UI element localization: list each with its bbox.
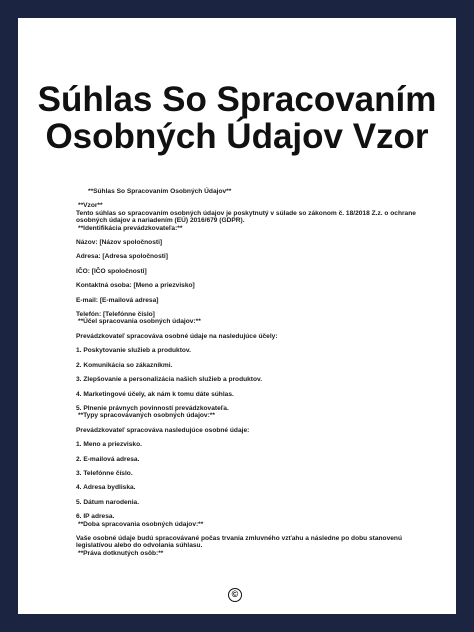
section-heading-data-types: **Typy spracovávaných osobných údajov:** — [78, 412, 215, 420]
title-line-1: Súhlas So Spracovaním — [37, 80, 437, 119]
list-item: 1. Meno a priezvisko. — [76, 441, 142, 449]
doc-heading: **Súhlas So Spracovaním Osobných Údajov** — [88, 188, 232, 195]
field-phone: Telefón: [Telefónne číslo] — [76, 311, 155, 319]
document-body — [76, 188, 426, 557]
field-contact: Kontaktná osoba: [Meno a priezvisko] — [76, 282, 195, 290]
list-item: 1. Poskytovanie služieb a produktov. — [76, 347, 191, 355]
section-heading-purpose: **Účel spracovania osobných údajov:** — [78, 318, 201, 326]
section-heading-identification: **Identifikácia prevádzkovateľa:** — [78, 224, 183, 232]
doc-subheading: **Vzor** — [78, 202, 103, 210]
data-types-intro: Prevádzkovateľ spracováva nasledujúce osobné údaje: — [76, 426, 250, 434]
list-item: 3. Zlepšovanie a personalizácia našich služieb a produktov. — [76, 376, 263, 384]
section-heading-duration: **Doba spracovania osobných údajov:** — [78, 520, 204, 528]
field-address: Adresa: [Adresa spoločnosti] — [76, 253, 168, 261]
list-item: 5. Dátum narodenia. — [76, 498, 140, 506]
page-title — [18, 81, 456, 155]
list-item: 3. Telefónne číslo. — [76, 469, 133, 477]
list-item: 5. Plnenie právnych povinností prevádzkovateľa. — [76, 404, 229, 412]
field-email: E-mail: [E-mailová adresa] — [76, 296, 159, 304]
purpose-intro: Prevádzkovateľ spracováva osobné údaje na nasledujúce účely: — [76, 332, 278, 340]
list-item: 4. Adresa bydliska. — [76, 484, 136, 492]
list-item: 2. Komunikácia so zákazníkmi. — [76, 361, 173, 369]
intro-paragraph: Tento súhlas so spracovaním osobných údajov je poskytnutý v súlade so zákonom č. 18/2018 Z.z. o ochrane osobných údajov a nariadením (EÚ) 2016/679 (GDPR). — [76, 209, 418, 225]
title-line-2: Osobných Údajov Vzor — [45, 117, 429, 156]
section-heading-rights: **Práva dotknutých osôb:** — [78, 549, 164, 557]
list-item: 2. E-mailová adresa. — [76, 455, 140, 463]
field-name: Názov: [Názov spoločnosti] — [76, 239, 163, 247]
list-item: 4. Marketingové účely, ak nám k tomu dáte súhlas. — [76, 390, 234, 398]
copyright-icon: © — [228, 588, 242, 602]
field-ico: IČO: [IČO spoločnosti] — [76, 267, 147, 275]
document-page — [18, 18, 456, 614]
duration-paragraph: Vaše osobné údaje budú spracovávané počas trvania zmluvného vzťahu a následne po dobu stanovenú legislatívou alebo do odvolania súhlasu. — [76, 534, 404, 550]
list-item: 6. IP adresa. — [76, 513, 115, 521]
